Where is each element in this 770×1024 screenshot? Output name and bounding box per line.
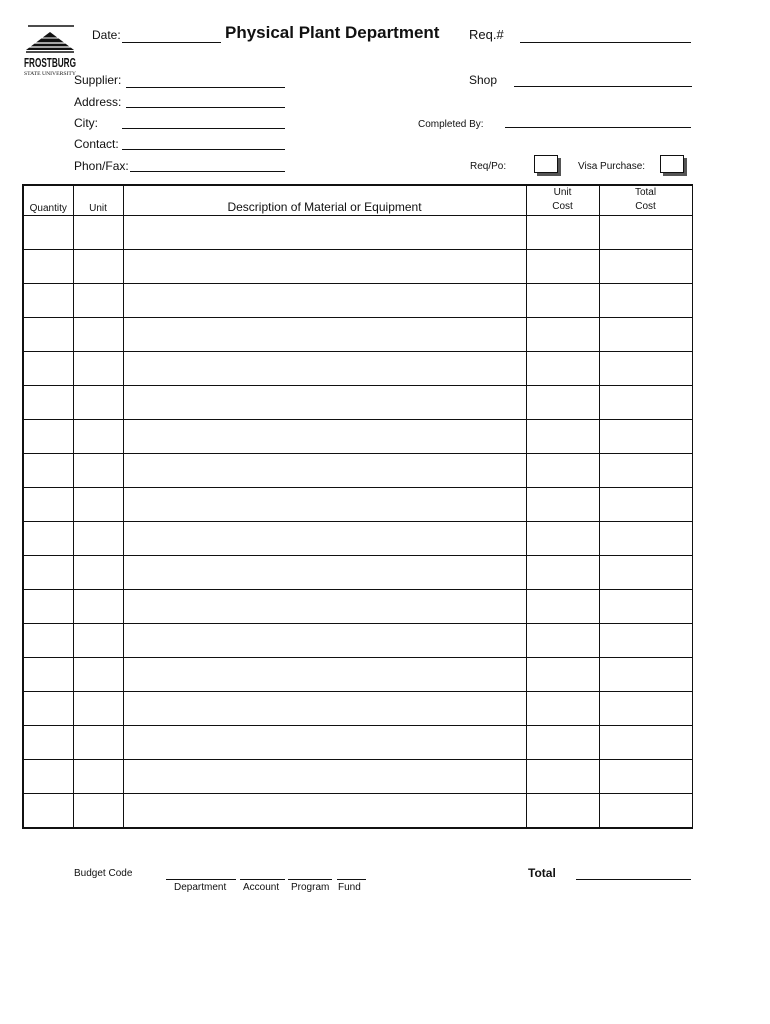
unit-cost-cell[interactable] bbox=[526, 284, 599, 318]
unit-cost-cell[interactable] bbox=[526, 386, 599, 420]
unit-cost-header bbox=[526, 185, 599, 216]
total-cost-cell[interactable] bbox=[599, 794, 692, 829]
table-row bbox=[23, 726, 692, 760]
quantity-cell[interactable] bbox=[23, 250, 73, 284]
total-cost-cell[interactable] bbox=[599, 284, 692, 318]
quantity-cell[interactable] bbox=[23, 522, 73, 556]
unit-cost-cell[interactable] bbox=[526, 794, 599, 829]
description-cell[interactable] bbox=[123, 352, 526, 386]
unit-cell[interactable] bbox=[73, 624, 123, 658]
total-cost-header-line2: Cost bbox=[635, 201, 656, 212]
logo-wordmark: FROSTBURG bbox=[24, 55, 76, 70]
table-row bbox=[23, 284, 692, 318]
mountain-logo-icon bbox=[22, 24, 78, 76]
unit-cost-header-line1: Unit bbox=[553, 187, 572, 198]
total-cost-cell[interactable] bbox=[599, 386, 692, 420]
unit-cell[interactable] bbox=[73, 488, 123, 522]
description-cell[interactable] bbox=[123, 522, 526, 556]
total-cost-cell[interactable] bbox=[599, 454, 692, 488]
quantity-cell[interactable] bbox=[23, 216, 73, 250]
table-row bbox=[23, 454, 692, 488]
quantity-cell[interactable] bbox=[23, 658, 73, 692]
quantity-cell[interactable] bbox=[23, 488, 73, 522]
total-cost-cell[interactable] bbox=[599, 318, 692, 352]
total-cost-cell[interactable] bbox=[599, 488, 692, 522]
description-cell[interactable] bbox=[123, 658, 526, 692]
table-row bbox=[23, 692, 692, 726]
total-cost-cell[interactable] bbox=[599, 522, 692, 556]
table-row bbox=[23, 522, 692, 556]
unit-cell[interactable] bbox=[73, 556, 123, 590]
total-cost-cell[interactable] bbox=[599, 658, 692, 692]
quantity-cell[interactable] bbox=[23, 454, 73, 488]
quantity-cell[interactable] bbox=[23, 760, 73, 794]
unit-cost-cell[interactable] bbox=[526, 590, 599, 624]
account-field[interactable] bbox=[240, 879, 285, 880]
table-row bbox=[23, 250, 692, 284]
unit-cost-header-line2: Cost bbox=[552, 201, 573, 212]
table-row bbox=[23, 386, 692, 420]
reqpo-checkbox[interactable] bbox=[534, 155, 558, 173]
unit-cost-cell[interactable] bbox=[526, 692, 599, 726]
description-cell[interactable] bbox=[123, 250, 526, 284]
table-row bbox=[23, 420, 692, 454]
total-cost-cell[interactable] bbox=[599, 692, 692, 726]
logo-subtext: STATE UNIVERSITY bbox=[24, 71, 77, 77]
address-label: Address: bbox=[74, 95, 122, 109]
reqpo-label: Req/Po: bbox=[470, 161, 507, 172]
visa-purchase-label: Visa Purchase: bbox=[578, 161, 646, 172]
total-cost-cell[interactable] bbox=[599, 420, 692, 454]
quantity-cell[interactable] bbox=[23, 284, 73, 318]
unit-cost-cell[interactable] bbox=[526, 488, 599, 522]
total-cost-header-line1: Total bbox=[634, 187, 657, 198]
completed-by-field[interactable] bbox=[505, 127, 691, 128]
total-cost-cell[interactable] bbox=[599, 556, 692, 590]
phonfax-label: Phon/Fax: bbox=[74, 159, 129, 173]
unit-cost-cell[interactable] bbox=[526, 420, 599, 454]
quantity-cell[interactable] bbox=[23, 794, 73, 829]
unit-cost-cell[interactable] bbox=[526, 760, 599, 794]
description-cell[interactable] bbox=[123, 216, 526, 250]
description-cell[interactable] bbox=[123, 318, 526, 352]
description-cell[interactable] bbox=[123, 386, 526, 420]
total-cost-cell[interactable] bbox=[599, 590, 692, 624]
table-row bbox=[23, 318, 692, 352]
description-header: Description of Material or Equipment bbox=[123, 185, 526, 216]
supplier-label: Supplier: bbox=[74, 73, 122, 87]
visa-purchase-checkbox[interactable] bbox=[660, 155, 684, 173]
unit-cost-cell[interactable] bbox=[526, 624, 599, 658]
city-label: City: bbox=[74, 116, 98, 130]
quantity-cell[interactable] bbox=[23, 420, 73, 454]
description-cell[interactable] bbox=[123, 488, 526, 522]
unit-cell[interactable] bbox=[73, 318, 123, 352]
total-label: Total bbox=[528, 866, 556, 880]
description-cell[interactable] bbox=[123, 420, 526, 454]
quantity-cell[interactable] bbox=[23, 352, 73, 386]
unit-cell[interactable] bbox=[73, 522, 123, 556]
quantity-cell[interactable] bbox=[23, 726, 73, 760]
unit-header: Unit bbox=[73, 185, 123, 216]
unit-cost-cell[interactable] bbox=[526, 454, 599, 488]
table-row bbox=[23, 590, 692, 624]
unit-cell[interactable] bbox=[73, 352, 123, 386]
table-row bbox=[23, 794, 692, 829]
total-field[interactable] bbox=[576, 879, 691, 880]
description-cell[interactable] bbox=[123, 454, 526, 488]
unit-cell[interactable] bbox=[73, 284, 123, 318]
quantity-cell[interactable] bbox=[23, 318, 73, 352]
total-cost-cell[interactable] bbox=[599, 760, 692, 794]
description-cell[interactable] bbox=[123, 760, 526, 794]
table-row bbox=[23, 658, 692, 692]
unit-cost-cell[interactable] bbox=[526, 522, 599, 556]
total-cost-cell[interactable] bbox=[599, 624, 692, 658]
unit-cell[interactable] bbox=[73, 420, 123, 454]
unit-cell[interactable] bbox=[73, 216, 123, 250]
table-row bbox=[23, 352, 692, 386]
unit-cost-cell[interactable] bbox=[526, 556, 599, 590]
table-row bbox=[23, 556, 692, 590]
table-row bbox=[23, 488, 692, 522]
frostburg-logo bbox=[22, 24, 78, 76]
req-number-field[interactable] bbox=[520, 42, 691, 43]
table-row bbox=[23, 624, 692, 658]
shop-label: Shop bbox=[469, 73, 498, 87]
quantity-cell[interactable] bbox=[23, 624, 73, 658]
total-cost-cell[interactable] bbox=[599, 726, 692, 760]
supplier-field[interactable] bbox=[126, 87, 285, 88]
total-cost-cell[interactable] bbox=[599, 216, 692, 250]
total-cost-header bbox=[599, 185, 692, 216]
materials-table bbox=[22, 184, 693, 829]
department-caption: Department bbox=[174, 882, 227, 893]
quantity-cell[interactable] bbox=[23, 556, 73, 590]
unit-cost-cell[interactable] bbox=[526, 250, 599, 284]
page-title: Physical Plant Department bbox=[225, 23, 440, 42]
contact-field[interactable] bbox=[122, 149, 285, 150]
address-field[interactable] bbox=[126, 107, 285, 108]
description-cell[interactable] bbox=[123, 556, 526, 590]
unit-cost-cell[interactable] bbox=[526, 658, 599, 692]
unit-cell[interactable] bbox=[73, 454, 123, 488]
phonfax-field[interactable] bbox=[130, 171, 285, 172]
unit-cost-cell[interactable] bbox=[526, 318, 599, 352]
total-cost-cell[interactable] bbox=[599, 352, 692, 386]
program-field[interactable] bbox=[288, 879, 332, 880]
fund-caption: Fund bbox=[338, 882, 361, 893]
table-row bbox=[23, 216, 692, 250]
description-cell[interactable] bbox=[123, 590, 526, 624]
unit-cell[interactable] bbox=[73, 794, 123, 829]
table-header-row bbox=[23, 185, 692, 216]
description-cell[interactable] bbox=[123, 284, 526, 318]
shop-field[interactable] bbox=[514, 86, 692, 87]
unit-cell[interactable] bbox=[73, 658, 123, 692]
description-cell[interactable] bbox=[123, 624, 526, 658]
quantity-header: Quantity bbox=[23, 185, 73, 216]
unit-cell[interactable] bbox=[73, 760, 123, 794]
quantity-cell[interactable] bbox=[23, 692, 73, 726]
budget-code-label: Budget Code bbox=[74, 868, 133, 879]
department-field[interactable] bbox=[166, 879, 236, 880]
date-field[interactable] bbox=[122, 42, 221, 43]
date-label: Date: bbox=[92, 28, 121, 42]
unit-cell[interactable] bbox=[73, 386, 123, 420]
fund-field[interactable] bbox=[337, 879, 366, 880]
program-caption: Program bbox=[291, 882, 330, 893]
account-caption: Account bbox=[243, 882, 280, 893]
unit-cost-cell[interactable] bbox=[526, 216, 599, 250]
unit-cell[interactable] bbox=[73, 590, 123, 624]
description-cell[interactable] bbox=[123, 794, 526, 829]
table-row bbox=[23, 760, 692, 794]
unit-cell[interactable] bbox=[73, 692, 123, 726]
contact-label: Contact: bbox=[74, 137, 119, 151]
unit-cell[interactable] bbox=[73, 726, 123, 760]
total-cost-cell[interactable] bbox=[599, 250, 692, 284]
description-cell[interactable] bbox=[123, 692, 526, 726]
description-cell[interactable] bbox=[123, 726, 526, 760]
unit-cell[interactable] bbox=[73, 250, 123, 284]
unit-cost-cell[interactable] bbox=[526, 726, 599, 760]
quantity-cell[interactable] bbox=[23, 590, 73, 624]
quantity-cell[interactable] bbox=[23, 386, 73, 420]
completed-by-label: Completed By: bbox=[418, 119, 484, 130]
req-number-label: Req.# bbox=[469, 27, 504, 42]
city-field[interactable] bbox=[122, 128, 285, 129]
unit-cost-cell[interactable] bbox=[526, 352, 599, 386]
